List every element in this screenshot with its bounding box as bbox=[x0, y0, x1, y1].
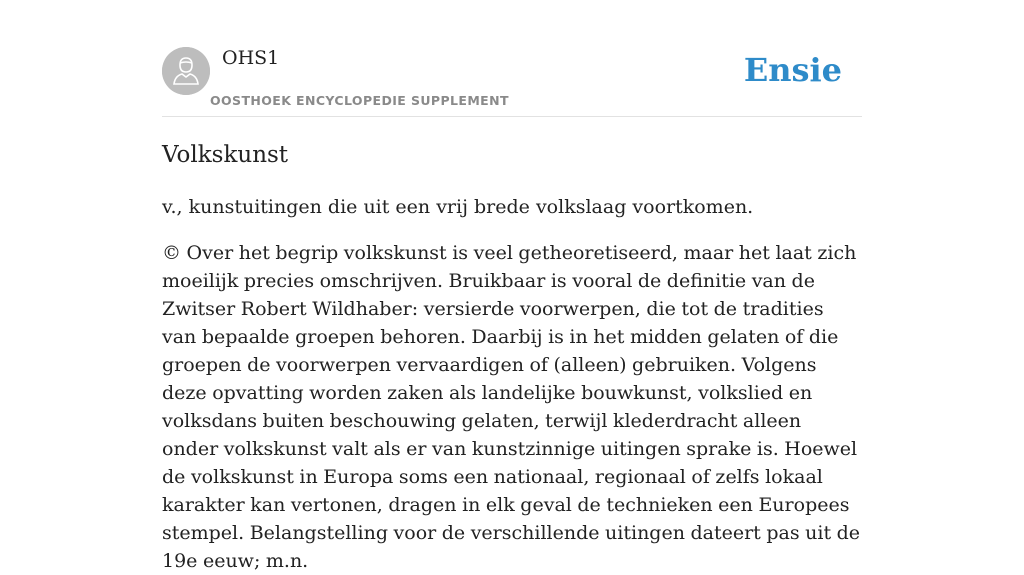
brand-logo[interactable]: Ensie bbox=[743, 51, 842, 89]
avatar[interactable] bbox=[162, 47, 210, 95]
page bbox=[162, 0, 862, 572]
article-lead: v., kunstuitingen die uit een vrij brede volkslaag voortkomen. bbox=[162, 196, 754, 218]
header bbox=[162, 0, 862, 117]
author-name[interactable]: OHS1 bbox=[222, 47, 280, 69]
user-placeholder-icon bbox=[162, 47, 210, 95]
article-title: Volkskunst bbox=[162, 142, 289, 168]
source-label[interactable]: OOSTHOEK ENCYCLOPEDIE SUPPLEMENT bbox=[210, 93, 509, 108]
article-body: © Over het begrip volkskunst is veel getheoretiseerd, maar het laat zich moeilijk precies omschrijven. Bruikbaar is vooral de definitie van de Zwitser Robert Wildhaber: versierde voorwerpen, die tot de tradities van bepaalde groepen behoren. Daarbij is in het midden gelaten of die groepen de voorwerpen vervaardigen of (alleen) gebruiken. Volgens deze opvatting worden zaken als landelijke bouwkunst, volkslied en volksdans buiten beschouwing gelaten, terwijl klederdracht alleen onder volkskunst valt als er van kunstzinnige uitingen sprake is. Hoewel de volkskunst in Europa soms een nationaal, regionaal of zelfs lokaal karakter kan vertonen, dragen in elk geval de technieken een Europees stempel. Belangstelling voor de verschillende uitingen dateert pas uit de 19e eeuw; m.n. bbox=[162, 242, 861, 572]
